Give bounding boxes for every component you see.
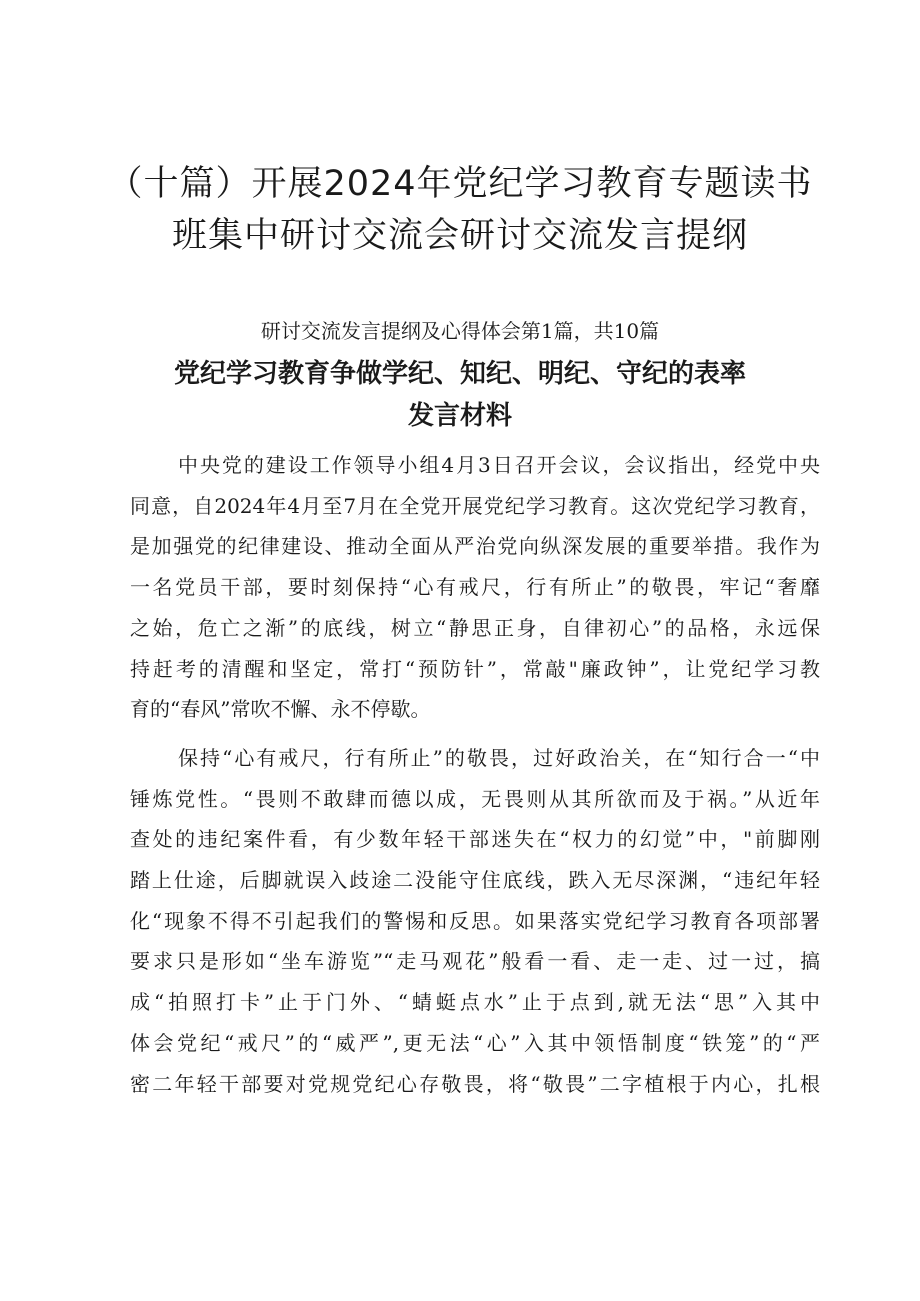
article-title [60, 353, 860, 437]
paragraph-line: 成“拍照打卡”止于门外、“蜻蜓点水”止于点到,就无法“思”入其中 [130, 990, 820, 1015]
paragraph-line: 保持“心有戒尺，行有所止”的敬畏，过好政治关，在“知行合一“中 [178, 745, 820, 770]
paragraph-line: 之始，危亡之渐”的底线，树立“静思正身，自律初心”的品格，永远保 [130, 615, 820, 640]
paragraph-line: 持赶考的清醒和坚定，常打“预防针”，常敲"廉政钟”，让党纪学习教 [130, 656, 820, 681]
paragraph-line: 密二年轻干部要对党规党纪心存敬畏，将“敬畏”二字植根于内心，扎根 [130, 1071, 820, 1096]
paragraph-line: 要求只是形如“坐车游览”“走马观花”般看一看、走一走、过一过，搞 [130, 949, 820, 974]
subtitle: 研讨交流发言提纲及心得体会第1篇，共10篇 [260, 319, 660, 343]
paragraph-line: 同意，自2024年4月至7月在全党开展党纪学习教育。这次党纪学习教育， [130, 493, 820, 518]
article-title-line-1: 党纪学习教育争做学纪、知纪、明纪、守纪的表率 [173, 359, 746, 389]
paragraph-line: 育的“春风”常吹不懈、永不停歇。 [130, 697, 431, 722]
paragraph-line: 查处的违纪案件看，有少数年轻干部迷失在“权力的幻觉”中，"前脚刚 [130, 827, 820, 852]
paragraph-line: 是加强党的纪律建设、推动全面从严治党向纵深发展的重要举措。我作为 [130, 534, 820, 559]
body-text [130, 445, 820, 1104]
paragraph-line: 化“现象不得不引起我们的警惕和反思。如果落实党纪学习教育各项部署 [130, 908, 820, 933]
paragraph-1 [130, 445, 820, 730]
paragraph-line: 中央党的建设工作领导小组4月3日召开会议，会议指出，经党中央 [178, 453, 820, 477]
main-title [60, 158, 860, 262]
article-title-line-2: 发言材料 [407, 401, 512, 431]
main-title-line-2: 班集中研讨交流会研讨交流发言提纲 [171, 216, 748, 256]
paragraph-line: 锤炼党性。“畏则不敢肆而德以成，无畏则从其所欲而及于祸。”从近年 [130, 786, 820, 811]
main-title-line-1: （十篇）开展2024年党纪学习教育专题读书 [107, 164, 813, 204]
paragraph-line: 踏上仕途，后脚就误入歧途二没能守住底线，跌入无尽深渊，“违纪年轻 [130, 868, 820, 893]
paragraph-line: 体会党纪“戒尺”的“威严”,更无法“心”入其中领悟制度“铁笼”的“严 [130, 1030, 820, 1055]
paragraph-2 [130, 738, 820, 1104]
paragraph-line: 一名党员干部，要时刻保持“心有戒尺，行有所止”的敬畏，牢记“奢靡 [130, 575, 820, 600]
